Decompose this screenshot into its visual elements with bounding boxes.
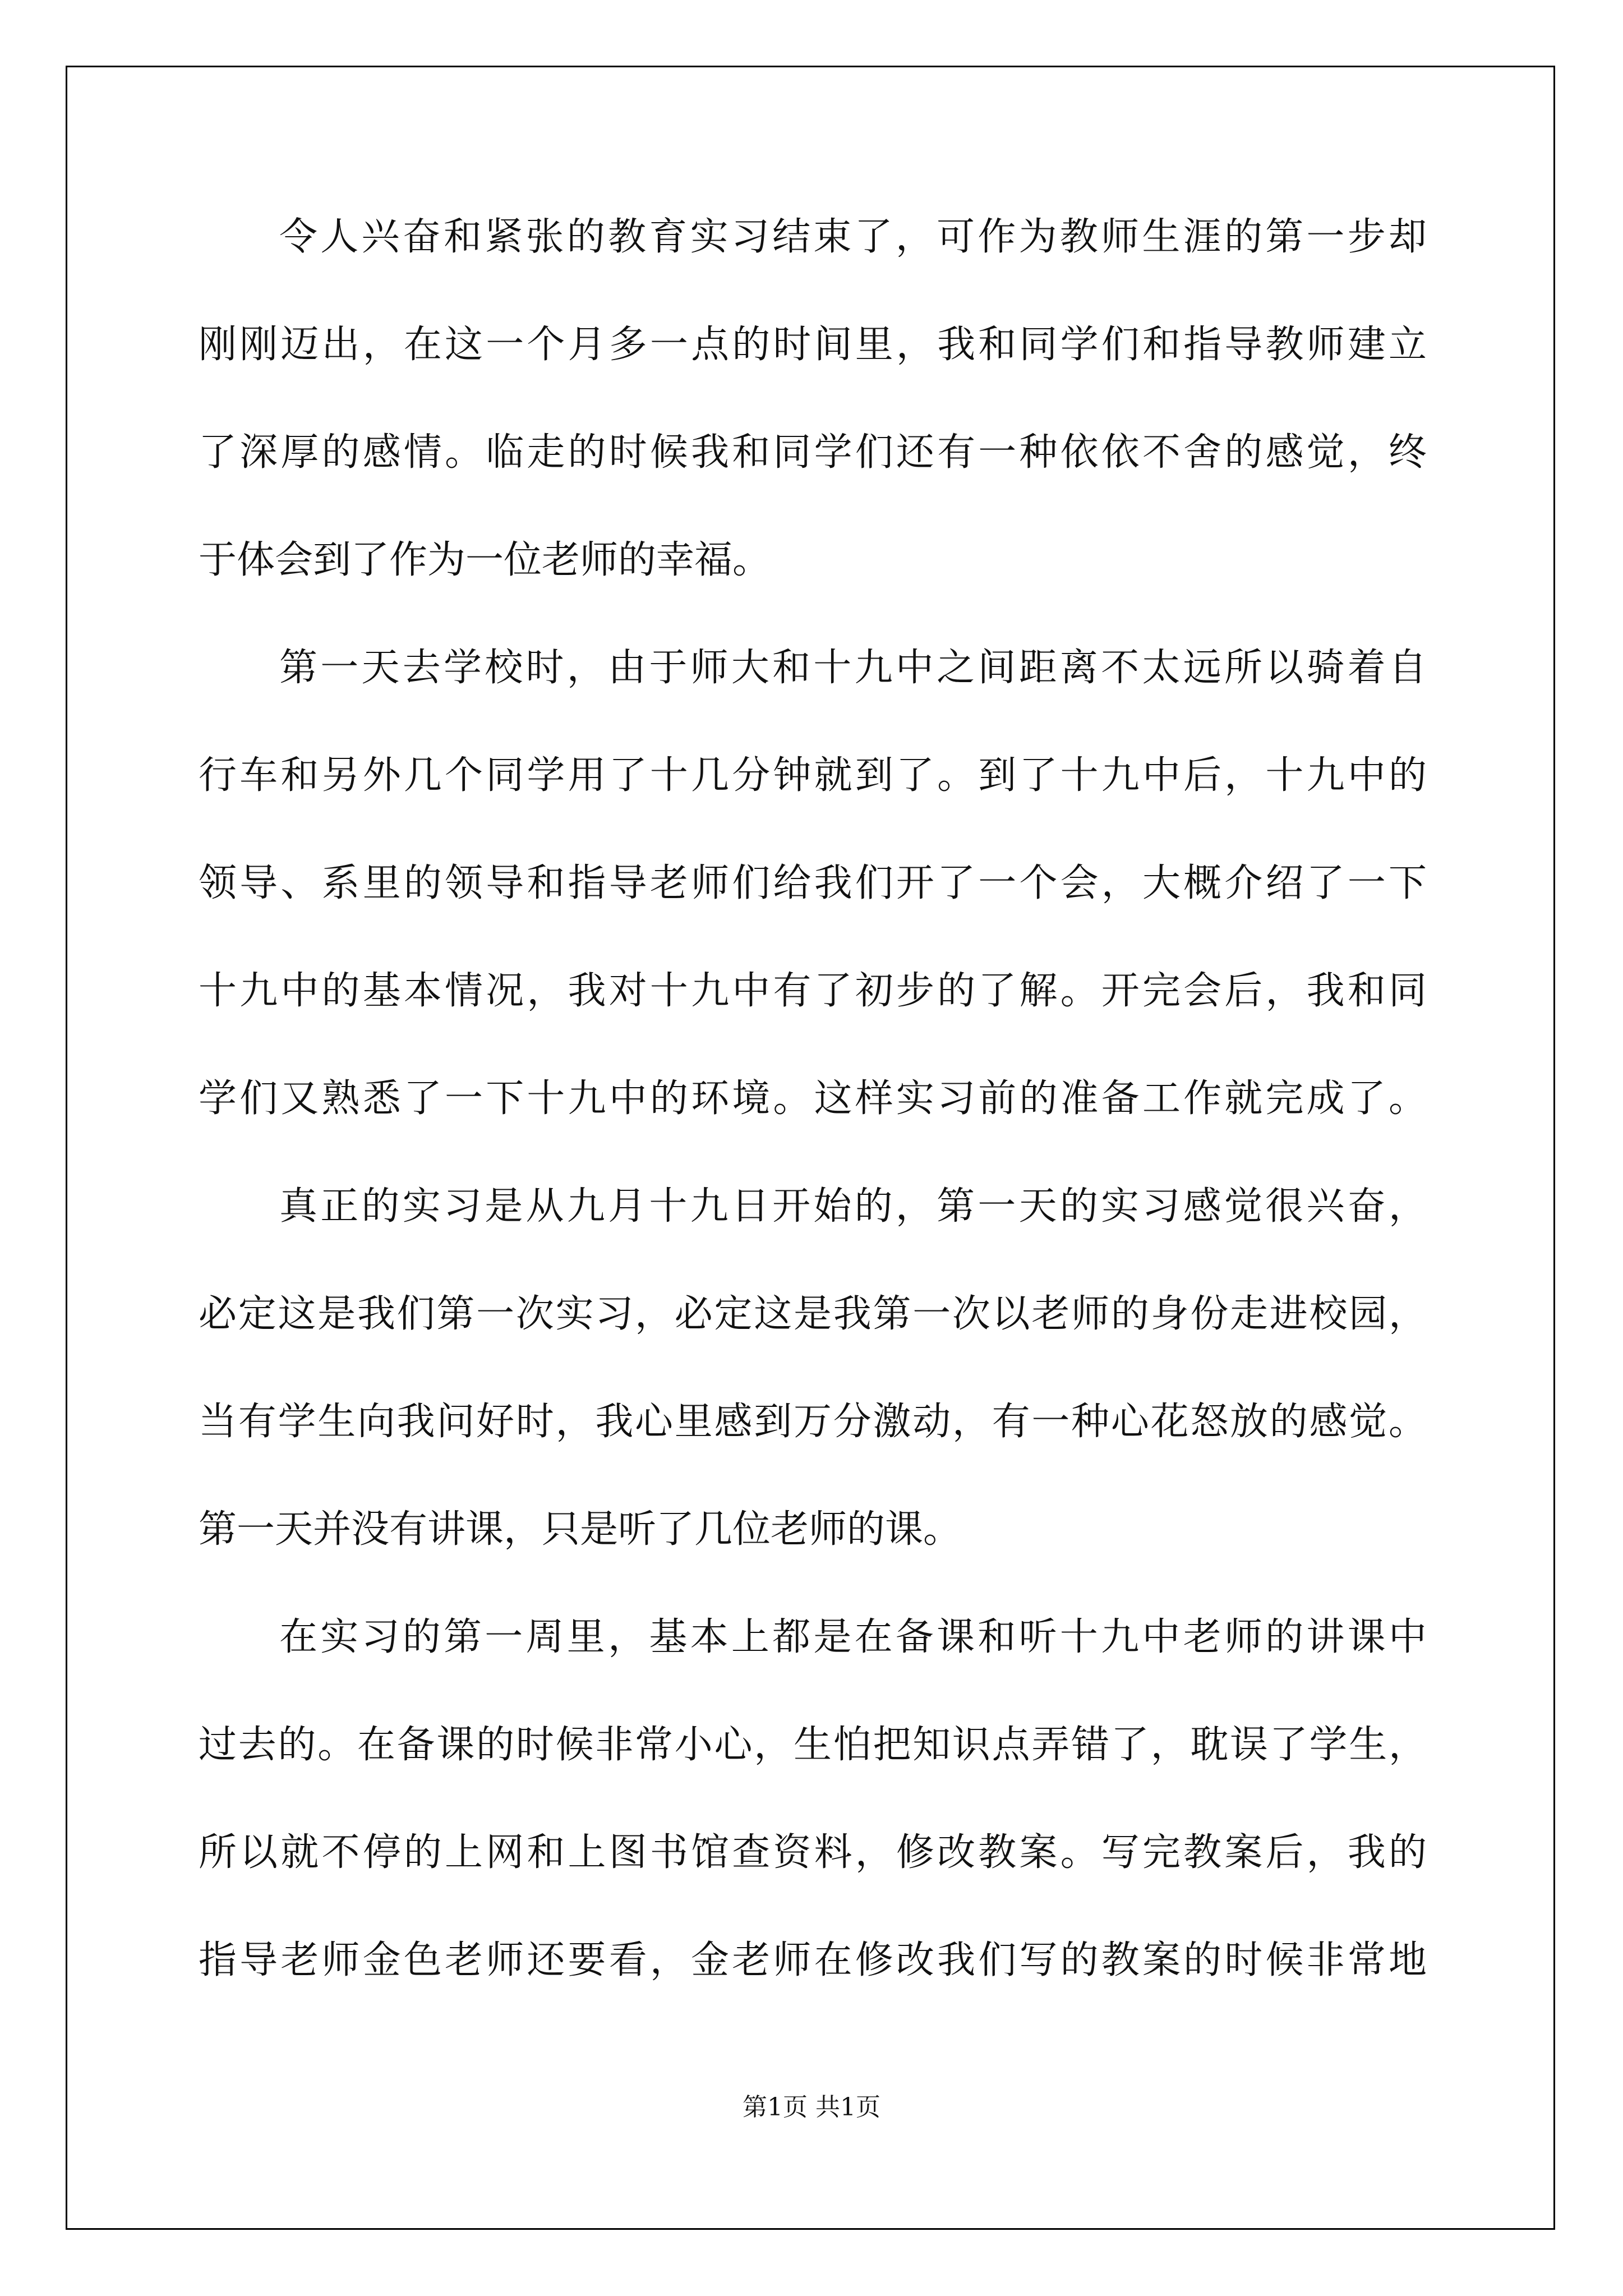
text-line: 当有学生向我问好时，我心里感到万分激动，有一种心花怒放的感觉。 — [199, 1400, 1427, 1444]
text-line: 过去的。在备课的时候非常小心，生怕把知识点弄错了，耽误了学生， — [199, 1723, 1427, 1767]
text-line: 所以就不停的上网和上图书馆查资料，修改教案。写完教案后，我的 — [199, 1830, 1427, 1875]
text-line: 了深厚的感情。临走的时候我和同学们还有一种依依不舍的感觉，终 — [199, 430, 1427, 475]
text-line: 第一天去学校时，由于师大和十九中之间距离不太远所以骑着自 — [279, 646, 1427, 690]
text-lines — [199, 210, 1427, 1987]
text-line: 学们又熟悉了一下十九中的环境。这样实习前的准备工作就完成了。 — [199, 1076, 1427, 1121]
page-footer: 第1页 共1页 — [743, 2093, 880, 2122]
text-line: 在实习的第一周里，基本上都是在备课和听十九中老师的讲课中 — [279, 1615, 1427, 1659]
text-line: 于体会到了作为一位老师的幸福。 — [199, 538, 771, 582]
text-line: 刚刚迈出，在这一个月多一点的时间里，我和同学们和指导教师建立 — [199, 323, 1427, 367]
text-line: 领导、系里的领导和指导老师们给我们开了一个会，大概介绍了一下 — [199, 861, 1427, 905]
document-body — [199, 210, 1427, 2041]
text-line: 必定这是我们第一次实习，必定这是我第一次以老师的身份走进校园， — [199, 1292, 1427, 1336]
text-line: 第一天并没有讲课，只是听了几位老师的课。 — [199, 1507, 962, 1552]
text-line: 十九中的基本情况，我对十九中有了初步的了解。开完会后，我和同 — [199, 969, 1427, 1013]
text-line: 令人兴奋和紧张的教育实习结束了，可作为教师生涯的第一步却 — [279, 215, 1427, 259]
text-line: 指导老师金色老师还要看，金老师在修改我们写的教案的时候非常地 — [199, 1938, 1427, 1982]
text-line: 真正的实习是从九月十九日开始的，第一天的实习感觉很兴奋， — [279, 1184, 1427, 1228]
text-line: 行车和另外几个同学用了十几分钟就到了。到了十九中后，十九中的 — [199, 753, 1427, 798]
